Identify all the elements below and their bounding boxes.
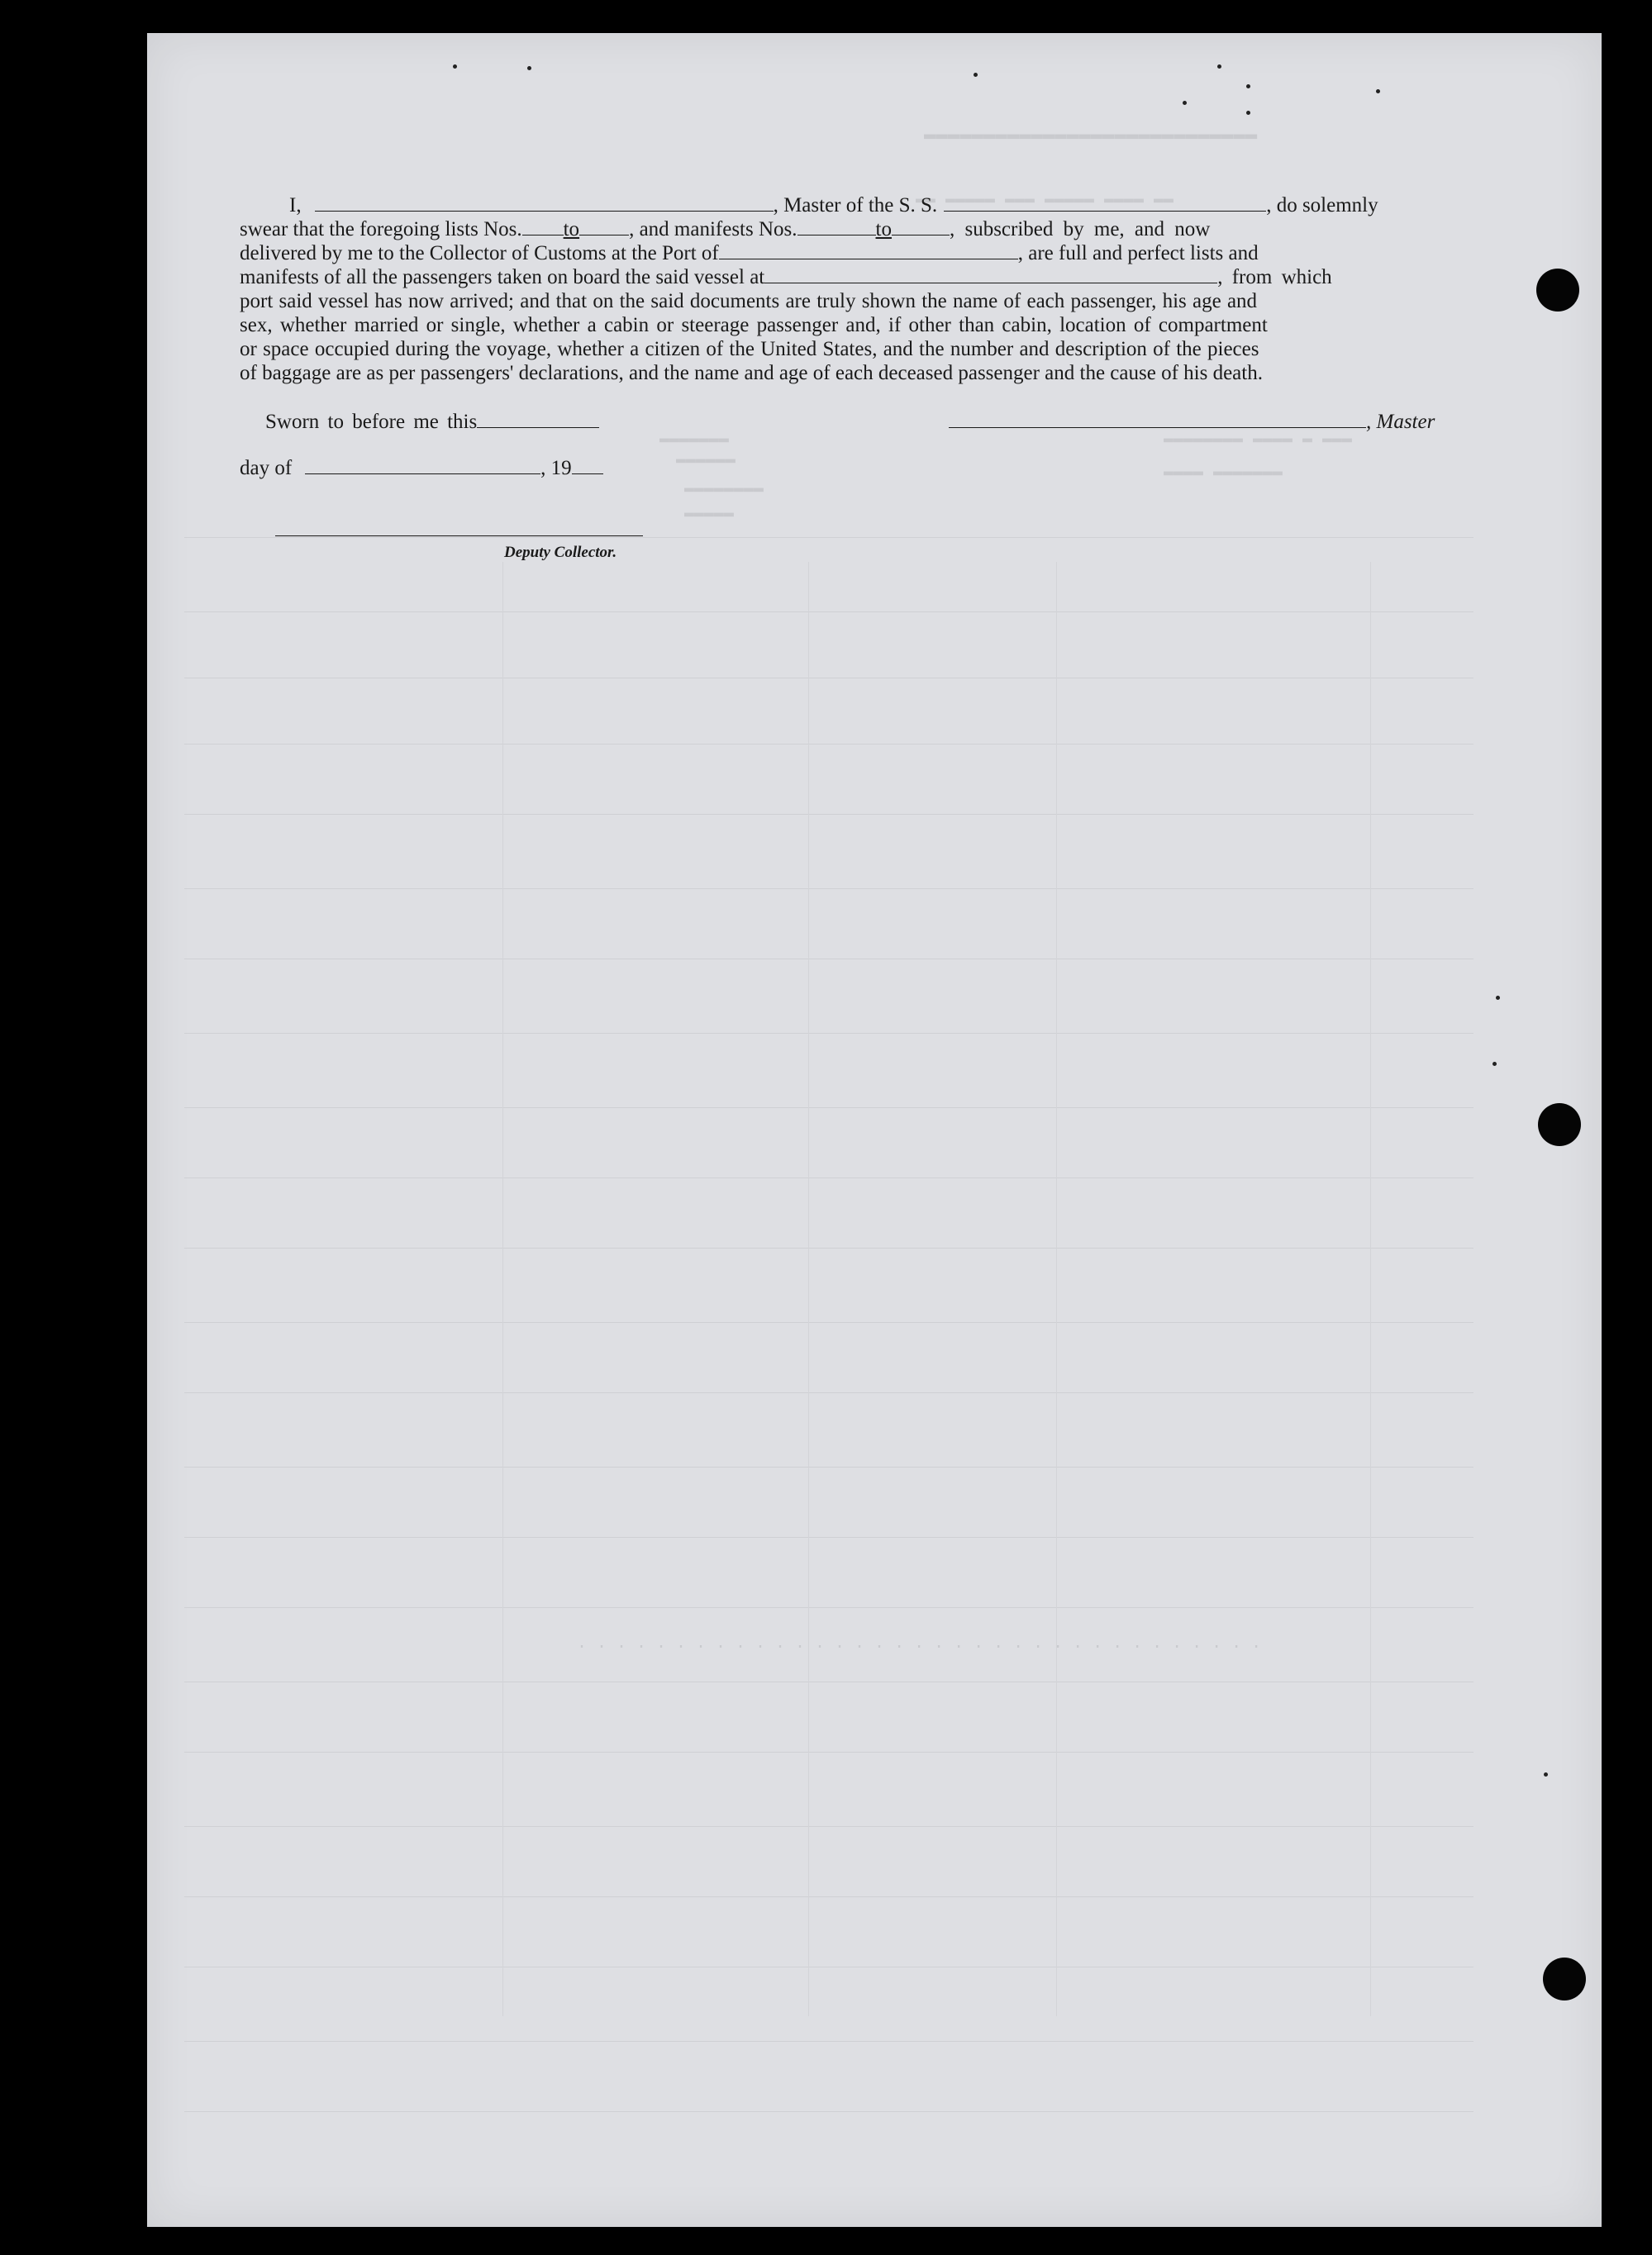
ink-speck xyxy=(453,64,457,69)
oath-text: port said vessel has now arrived; and that on the said documents are truly shown the name of each passenger, his age and xyxy=(240,290,1258,312)
deputy-signature-field[interactable] xyxy=(275,535,643,536)
ruled-line xyxy=(184,611,1473,612)
ink-speck xyxy=(974,73,978,77)
ruled-line xyxy=(184,744,1473,745)
year-field[interactable] xyxy=(572,459,603,474)
oath-text: delivered by me to the Collector of Customs at the Port of xyxy=(240,242,719,264)
column-line xyxy=(808,562,809,2016)
ruled-line xyxy=(184,1826,1473,1827)
master-name-field[interactable] xyxy=(315,196,774,212)
vessel-name-field[interactable] xyxy=(944,196,1266,212)
bleed-through-text: ▬▬▬▬ ▬▬▬▬▬▬▬ xyxy=(1164,463,1283,482)
ruled-line xyxy=(184,1322,1473,1323)
oath-text: manifests of all the passengers taken on board the said vessel at xyxy=(240,266,765,288)
oath-line-2 xyxy=(240,218,1562,241)
oath-text: sex, whether married or single, whether a cabin or steerage passenger and, if other than cabin, location of compartment xyxy=(240,314,1268,336)
lists-to-field[interactable] xyxy=(579,220,629,235)
oath-text: , do solemnly xyxy=(1266,194,1378,216)
bleed-through-text: ▬▬▬▬▬▬ xyxy=(676,450,736,469)
ruled-line xyxy=(184,1033,1473,1034)
ink-speck xyxy=(1246,111,1250,115)
oath-text: to xyxy=(563,218,580,240)
master-signature-field[interactable] xyxy=(949,412,1366,428)
ruled-line xyxy=(184,1107,1473,1108)
ink-speck xyxy=(1376,89,1380,93)
ruled-line xyxy=(184,537,1473,538)
day-of-line xyxy=(240,457,1562,480)
sworn-date-field[interactable] xyxy=(477,412,599,428)
bleed-through-text: ▬▬▬▬▬▬▬▬ xyxy=(684,479,764,498)
ruled-line xyxy=(184,888,1473,889)
oath-line-6 xyxy=(240,314,1562,337)
ink-speck xyxy=(1217,64,1221,69)
embark-port-field[interactable] xyxy=(764,268,1217,283)
oath-line-3 xyxy=(240,242,1562,265)
oath-text: to xyxy=(875,218,892,240)
ink-speck xyxy=(1544,1772,1548,1777)
ruled-line xyxy=(184,1607,1473,1608)
column-line xyxy=(1370,562,1371,2016)
oath-line-5 xyxy=(240,290,1562,313)
oath-line-4 xyxy=(240,266,1562,289)
ruled-line xyxy=(184,1467,1473,1468)
ruled-line xyxy=(184,1537,1473,1538)
punch-hole xyxy=(1543,1958,1586,2000)
master-label: , Master xyxy=(1366,411,1435,433)
ink-speck xyxy=(1496,996,1500,1000)
ruled-line xyxy=(184,814,1473,815)
oath-text: I, xyxy=(289,194,302,216)
oath-line-8 xyxy=(240,362,1562,385)
oath-text: or space occupied during the voyage, whether a citizen of the United States, and the number and description of the pieces xyxy=(240,338,1259,360)
ruled-line xyxy=(184,1752,1473,1753)
bleed-through-text: ▬▬▬▬▬▬▬ xyxy=(659,430,730,449)
ruled-line xyxy=(184,2111,1473,2112)
oath-text: , Master of the S. S. xyxy=(773,194,938,216)
column-line xyxy=(1056,562,1057,2016)
oath-line-1 xyxy=(289,194,1602,217)
oath-line-7 xyxy=(240,338,1562,361)
bleed-through-text: ▬▬ ▬▬▬▬▬ ▬▬▬ ▬▬▬▬▬ ▬▬▬▬ ▬▬ xyxy=(916,190,1174,209)
oath-text: , and manifests Nos. xyxy=(629,218,797,240)
ink-speck xyxy=(1246,84,1250,88)
column-line xyxy=(502,562,503,2016)
ink-speck xyxy=(527,66,531,70)
oath-text: , subscribed by me, and now xyxy=(949,218,1211,240)
punch-hole xyxy=(1536,269,1579,312)
oath-text: , are full and perfect lists and xyxy=(1017,242,1259,264)
ruled-line xyxy=(184,1248,1473,1249)
manifests-to-field[interactable] xyxy=(892,220,950,235)
ruled-line xyxy=(184,1392,1473,1393)
bleed-through-text: . . . . . . . . . . . . . . . . . . . . . . . . . . . . . . . . . . . xyxy=(577,1634,1262,1653)
ruled-line xyxy=(184,1896,1473,1897)
ruled-line xyxy=(184,2041,1473,2042)
oath-text: , from which xyxy=(1217,266,1332,288)
port-field[interactable] xyxy=(719,244,1018,259)
oath-text: swear that the foregoing lists Nos. xyxy=(240,218,522,240)
manifests-from-field[interactable] xyxy=(797,220,876,235)
sworn-text: Sworn to before me this xyxy=(265,411,478,433)
oath-text: of baggage are as per passengers' declarations, and the name and age of each deceased passenger and the cause of his death. xyxy=(240,362,1263,384)
bleed-through-text: ▬▬▬▬▬ xyxy=(684,504,735,523)
bleed-through-text: ▬▬▬▬▬▬▬▬ ▬▬▬▬ ▬ ▬▬▬ xyxy=(1164,430,1353,449)
ink-speck xyxy=(1493,1062,1497,1066)
year-text: , 19 xyxy=(540,457,572,479)
day-of-text: day of xyxy=(240,457,293,479)
punch-hole xyxy=(1538,1103,1581,1146)
document-page xyxy=(147,33,1602,2227)
deputy-collector-label: Deputy Collector. xyxy=(504,544,617,561)
lists-from-field[interactable] xyxy=(522,220,564,235)
master-signature-line xyxy=(949,411,1445,434)
bleed-through-text: ▬▬▬▬▬▬▬▬▬▬▬▬▬▬▬▬▬▬▬▬▬▬▬▬▬▬▬▬ xyxy=(924,124,1258,146)
month-field[interactable] xyxy=(305,459,540,474)
ruled-line xyxy=(184,1177,1473,1178)
ink-speck xyxy=(1183,101,1187,105)
